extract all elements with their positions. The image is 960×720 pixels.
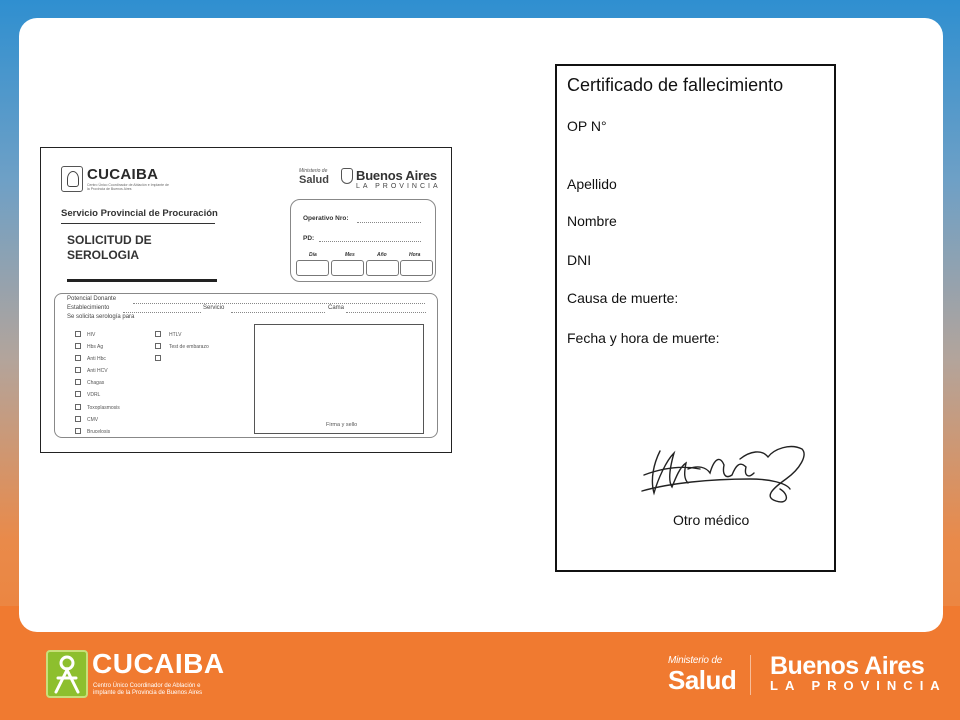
test-checkbox-vdrl <box>75 391 81 397</box>
date-label-year: Año <box>377 252 387 258</box>
test-checkbox-antihcv <box>75 367 81 373</box>
test-label-pregnancy: Test de embarazo <box>169 344 209 350</box>
test-label-cmv: CMV <box>87 417 99 423</box>
signer-label: Otro médico <box>673 512 750 528</box>
form-title: SOLICITUD DE SEROLOGIA <box>67 233 152 262</box>
establishment-label: Establecimiento <box>67 305 110 311</box>
test-checkbox-other <box>155 355 161 361</box>
date-cell-day <box>296 260 329 276</box>
test-label-antihbc: Anti Hbc <box>87 356 106 362</box>
service-label: Servicio <box>203 305 225 311</box>
handwritten-signature <box>640 439 810 513</box>
date-cell-year <box>366 260 399 276</box>
test-label-toxoplasmosis: Toxoplasmosis <box>87 405 120 411</box>
footer-buenos-aires-logo <box>770 652 947 693</box>
date-label-hour: Hora <box>409 252 421 258</box>
date-cell-month <box>331 260 364 276</box>
field-dni: DNI <box>567 252 592 268</box>
operation-number-line <box>357 222 421 223</box>
form-ministerio-logo <box>299 168 335 186</box>
form-ba-subtitle: LA PROVINCIA <box>356 183 441 190</box>
footer-cucaiba-logo <box>46 650 226 700</box>
serology-form-image <box>40 147 452 453</box>
test-label-vdrl: VDRL <box>87 392 101 398</box>
test-label-hbsag: Hbs Ag <box>87 344 104 350</box>
footer-divider <box>750 655 751 695</box>
form-cucaiba-logo <box>61 166 171 192</box>
test-label-antihcv: Anti HCV <box>87 368 108 374</box>
form-buenos-aires-logo <box>356 168 441 190</box>
divider <box>61 223 215 224</box>
operation-number-label: Operativo Nro: <box>303 215 349 222</box>
test-label-brucelosis: Brucelosis <box>87 429 111 435</box>
test-checkbox-chagas <box>75 379 81 385</box>
test-checkbox-hbsag <box>75 343 81 349</box>
form-logo-subtitle: Centro Único Coordinador de Ablación e Implante de la Provincia de Buenos Aires <box>87 183 169 191</box>
service-line <box>231 312 325 313</box>
footer-cucaiba-subtitle: Centro Único Coordinador de Ablación e implante de la Provincia de Buenos Aires <box>93 683 203 696</box>
test-label-hiv: HIV <box>87 332 96 338</box>
footer-ministerio-label: Ministerio de <box>668 655 723 666</box>
test-checkbox-toxoplasmosis <box>75 404 81 410</box>
donor-label: Potencial Donante <box>67 296 117 302</box>
death-certificate <box>555 64 836 572</box>
donor-line <box>133 303 425 304</box>
serology-request-label: Se solicita serología para <box>67 314 135 320</box>
test-label-chagas: Chagas <box>87 380 105 386</box>
test-checkbox-htlv <box>155 331 161 337</box>
field-op-number: OP N° <box>567 118 607 134</box>
field-cause-of-death: Causa de muerte: <box>567 290 679 306</box>
field-surname: Apellido <box>567 176 617 192</box>
field-name: Nombre <box>567 213 617 229</box>
cucaiba-emblem-icon <box>46 650 88 698</box>
pd-line <box>319 241 421 242</box>
form-ministerio-name: Salud <box>299 174 329 186</box>
test-checkbox-cmv <box>75 416 81 422</box>
field-date-time-of-death: Fecha y hora de muerte: <box>567 330 720 346</box>
test-checkbox-antihbc <box>75 355 81 361</box>
test-checkbox-brucelosis <box>75 428 81 434</box>
signature-stamp-label: Firma y sello <box>326 422 358 428</box>
footer-ministerio-logo <box>668 655 738 694</box>
establishment-line <box>123 312 201 313</box>
form-ministerio-label: Ministerio de <box>299 168 328 174</box>
date-label-month: Mes <box>345 252 355 258</box>
operation-box <box>290 199 436 282</box>
footer-ba-subtitle: LA PROVINCIA <box>770 678 947 693</box>
form-service-heading: Servicio Provincial de Procuración <box>61 208 218 219</box>
bed-label: Cama <box>328 305 345 311</box>
test-label-htlv: HTLV <box>169 332 182 338</box>
footer-ministerio-name: Salud <box>668 665 737 695</box>
date-cell-hour <box>400 260 433 276</box>
province-seal-icon <box>341 168 353 184</box>
cucaiba-emblem-icon <box>61 166 83 192</box>
footer-ba-name: Buenos Aires <box>770 652 925 680</box>
form-ba-name: Buenos Aires <box>356 168 437 183</box>
divider <box>67 279 217 282</box>
certificate-title: Certificado de fallecimiento <box>567 75 784 95</box>
form-logo-name: CUCAIBA <box>87 166 159 183</box>
pd-label: PD: <box>303 235 315 242</box>
bed-line <box>346 312 426 313</box>
footer-cucaiba-name: CUCAIBA <box>92 648 225 679</box>
test-checkbox-hiv <box>75 331 81 337</box>
signature-stamp-box <box>254 324 424 434</box>
date-label-day: Día <box>309 252 317 258</box>
test-checkbox-pregnancy <box>155 343 161 349</box>
